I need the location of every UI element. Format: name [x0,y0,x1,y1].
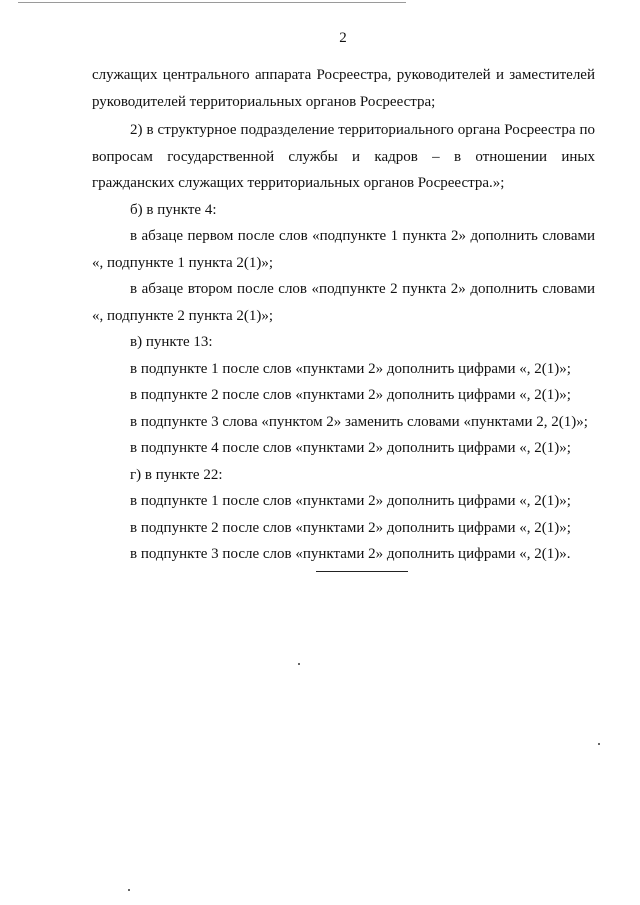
paragraph-g-1: в подпункте 1 после слов «пунктами 2» дополнить цифрами «, 2(1)»; [130,493,571,509]
paragraph-v-2: в подпункте 2 после слов «пунктами 2» дополнить цифрами «, 2(1)»; [130,387,571,403]
paragraph-g-2: в подпункте 2 после слов «пунктами 2» дополнить цифрами «, 2(1)»; [130,519,571,536]
paragraph-b-1: в абзаце первом после слов «подпункте 1 пункта 2» дополнить словами «, подпункте 1 пункта 2(1)»; [92,228,595,271]
scan-speck [598,743,600,745]
paragraph-b-2: в абзаце втором после слов «подпункте 2 пункта 2» дополнить словами «, подпункте 2 пункта 2(1)»; [92,281,595,324]
paragraph-heading-g: г) в пункте 22: [130,466,223,483]
scan-edge-line [18,2,406,3]
paragraph-heading-b: б) в пункте 4: [130,201,217,218]
paragraph-item-2: 2) в структурное подразделение территориального органа Росреестра по вопросам государственной службы и кадров – в отношении иных гражданских служащих территориальных органов Росреестра.»; [92,122,595,191]
scan-speck [298,663,300,665]
paragraph-heading-v: в) пункте 13: [130,334,213,350]
page-number: 2 [339,30,347,46]
paragraph-v-4: в подпункте 4 после слов «пунктами 2» дополнить цифрами «, 2(1)»; [130,440,571,456]
scan-speck [128,889,130,891]
closing-rule [316,571,408,572]
paragraph-continuation: служащих центрального аппарата Росреестра, руководителей и заместителей руководителей территориальных органов Росреестра; [92,67,595,110]
paragraph-v-1: в подпункте 1 после слов «пунктами 2» дополнить цифрами «, 2(1)»; [130,360,571,377]
document-body [92,62,595,568]
paragraph-g-3: в подпункте 3 после слов «пунктами 2» дополнить цифрами «, 2(1)». [130,546,571,562]
paragraph-v-3: в подпункте 3 слова «пунктом 2» заменить словами «пунктами 2, 2(1)»; [130,413,588,430]
